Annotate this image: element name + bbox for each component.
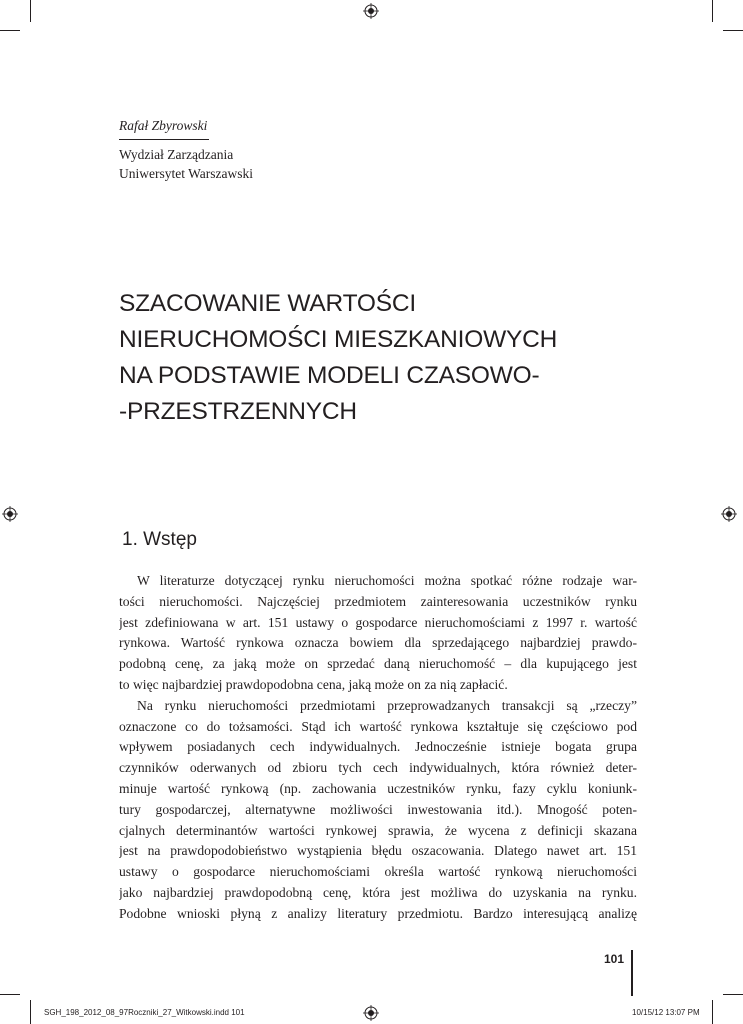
body-line: tury gospodarczej, alternatywne możliwości inwestowania itd.). Mnogość poten- [119,801,637,817]
body-line: tości nieruchomości. Najczęściej przedmiotem zainteresowania uczestników rynku [119,593,637,609]
affiliation-department: Wydział Zarządzania [119,147,234,162]
registration-target-icon [2,506,18,522]
body-line: czynników oderwanych od zbioru tych cech indywidualnych, która również deter- [119,760,637,776]
registration-target-icon [721,506,737,522]
crop-mark-bottom-right-h [723,994,743,995]
affiliation-university: Uniwersytet Warszawski [119,166,254,181]
title-line: -PRZESTRZENNYCH [119,398,357,425]
body-line: Na rynku nieruchomości przedmiotami przeprowadzanych transakcji są „rzeczy” [137,697,637,713]
crop-mark-top-left [30,0,31,22]
crop-mark-top-right-h [723,30,743,31]
slug-file: SGH_198_2012_08_97Roczniki_27_Witkowski.indd 101 [44,1008,245,1017]
crop-mark-bottom-left-h [0,994,20,995]
page-number: 101 [604,952,625,966]
author-name: Rafał Zbyrowski [119,116,209,140]
crop-mark-top-right [712,0,713,22]
title-line: SZACOWANIE WARTOŚCI [119,290,417,317]
section-heading: 1. Wstęp [122,529,197,550]
body-line: jest na prawdopodobieństwo wystąpienia błędu oszacowania. Dlatego nawet art. 151 [119,843,637,859]
body-line: ustawy o gospodarce nieruchomościami określa wartość rynkową nieruchomości [119,864,637,880]
title-line: NA PODSTAWIE MODELI CZASOWO- [119,362,540,389]
body-line: Podobne wnioski płyną z analizy literatury przedmiotu. Bardzo interesującą analizę [119,905,637,921]
page-number-rule [631,950,633,996]
body-line: jako najbardziej prawdopodobną cenę, która jest możliwa do uzyskania na rynku. [119,884,637,900]
crop-mark-bottom-left [30,1000,31,1024]
crop-mark-top-left-h [0,30,20,31]
body-line: podobną cenę, za jaką może on sprzedać daną nieruchomość – dla kupującego jest [119,656,637,672]
body-line: W literaturze dotyczącej rynku nieruchomości można spotkać różne rodzaje war- [137,573,637,588]
body-line: cjalnych determinantów wartości rynkowej sprawia, że wycena z definicji skazana [119,822,637,838]
body-line: jest zdefiniowana w art. 151 ustawy o gospodarce nieruchomościami z 1997 r. wartość [119,614,637,630]
body-text [119,571,637,925]
title-line: NIERUCHOMOŚCI MIESZKANIOWYCH [119,326,558,353]
body-line: wpływem posiadanych cech indywidualnych. Jednocześnie istnieje bogata grupa [119,739,637,755]
article-title [119,286,639,430]
body-line: minuje wartość rynkową (np. zachowania uczestników rynku, fazy cyklu koniunk- [119,780,637,796]
body-line: oznaczone co do tożsamości. Stąd ich wartość rynkowa kształtuje się częściowo pod [119,718,637,734]
crop-mark-bottom-right [712,1000,713,1024]
registration-target-icon [363,1005,379,1021]
registration-target-icon [363,3,379,19]
author-block [119,116,253,183]
body-line: rynkowa. Wartość rynkowa oznacza bowiem dla sprzedającego najbardziej prawdo- [119,635,637,651]
body-line: to więc najbardziej prawdopodobna cena, jaką może on za nią zapłacić. [119,676,508,692]
slug-datetime: 10/15/12 13:07 PM [632,1008,700,1017]
